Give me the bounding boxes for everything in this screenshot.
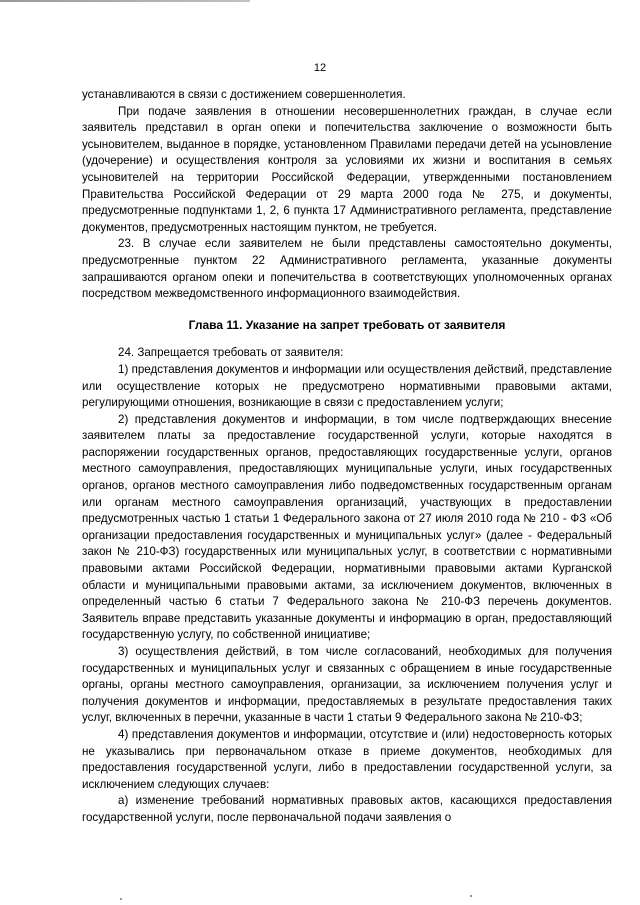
document-body <box>82 87 612 827</box>
scan-speck <box>120 898 122 900</box>
list-item-4a: а) изменение требований нормативных правовых актов, касающихся предоставления государственной услуги, после первоначальной подачи заявления о <box>82 794 612 824</box>
page-number: 12 <box>313 62 327 74</box>
scan-speck <box>470 895 472 897</box>
paragraph-23: 23. В случае если заявителем не были представлены самостоятельно документы, предусмотренные пунктом 22 Административного регламента, указанные документы запрашиваются органом опеки и попечительства в соответствующих уполномоченных органах посредством межведомственного информационного взаимодействия. <box>82 237 612 301</box>
paragraph-24: 24. Запрещается требовать от заявителя: <box>118 346 344 360</box>
list-item-1: 1) представления документов и информации или осуществления действий, представление или осуществление которых не предусмотрено нормативными правовыми актами, регулирующими отношения, возникающие в связи с предоставлением услуги; <box>82 362 612 410</box>
list-item-3: 3) осуществления действий, в том числе согласований, необходимых для получения государственных и муниципальных услуг и связанных с обращением в иные государственные органы, органы местного самоуправления, организации, за исключением получения услуг и получения документов и информации, предоставляемых в результате предоставления таких услуг, включенных в перечни, указанные в части 1 статьи 9 Федерального закона № 210-ФЗ; <box>82 645 612 725</box>
paragraph-minors: При подаче заявления в отношении несовершеннолетних граждан, в случае если заявитель представил в орган опеки и попечительства заключение о возможности быть усыновителем, выданное в порядке, установленном Правилами передачи детей на усыновление (удочерение) и осуществления контроля за условиями их жизни и воспитания в семьях усыновителей на территории Российской Федерации, утвержденными постановлением Правительства Российской Федерации от 29 марта 2000 года № 275, и документы, предусмотренные подпунктами 1, 2, 6 пункта 17 Административного регламента, представление документов, предусмотренных настоящим пунктом, не требуется. <box>82 104 612 234</box>
scan-edge <box>0 0 250 2</box>
list-item-4: 4) представления документов и информации, отсутствие и (или) недостоверность которых не указывались при первоначальном отказе в приеме документов, необходимых для предоставления государственной услуги, либо в предоставлении государственной услуги, за исключением следующих случаев: <box>82 727 612 791</box>
paragraph-continuation: устанавливаются в связи с достижением совершеннолетия. <box>82 88 406 101</box>
chapter-heading: Глава 11. Указание на запрет требовать от заявителя <box>188 317 506 332</box>
list-item-2: 2) представления документов и информации, в том числе подтверждающих внесение заявителем платы за предоставление государственной услуги, которые находятся в распоряжении государственных органов, предоставляющих государственные услуги, органов местного самоуправления, предоставляющих муниципальные услуги, иных государственных органов, органов местного самоуправления либо подведомственных государственным органам или органам местного самоуправления организаций, участвующих в предоставлении предусмотренных частью 1 статьи 1 Федерального закона от 27 июля 2010 года № 210 - ФЗ «Об организации предоставления государственных и муниципальных услуг» (далее - Федеральный закон № 210-ФЗ) государственных или муниципальных услуг, в соответствии с нормативными правовыми актами Российской Федерации, нормативными правовыми актами Курганской области и муниципальными правовыми актами, за исключением документов, включенных в определенный частью 6 статьи 7 Федерального закона № 210-ФЗ перечень документов. Заявитель вправе представить указанные документы и информацию в орган, предоставляющий государственную услугу, по собственной инициативе; <box>82 412 612 642</box>
